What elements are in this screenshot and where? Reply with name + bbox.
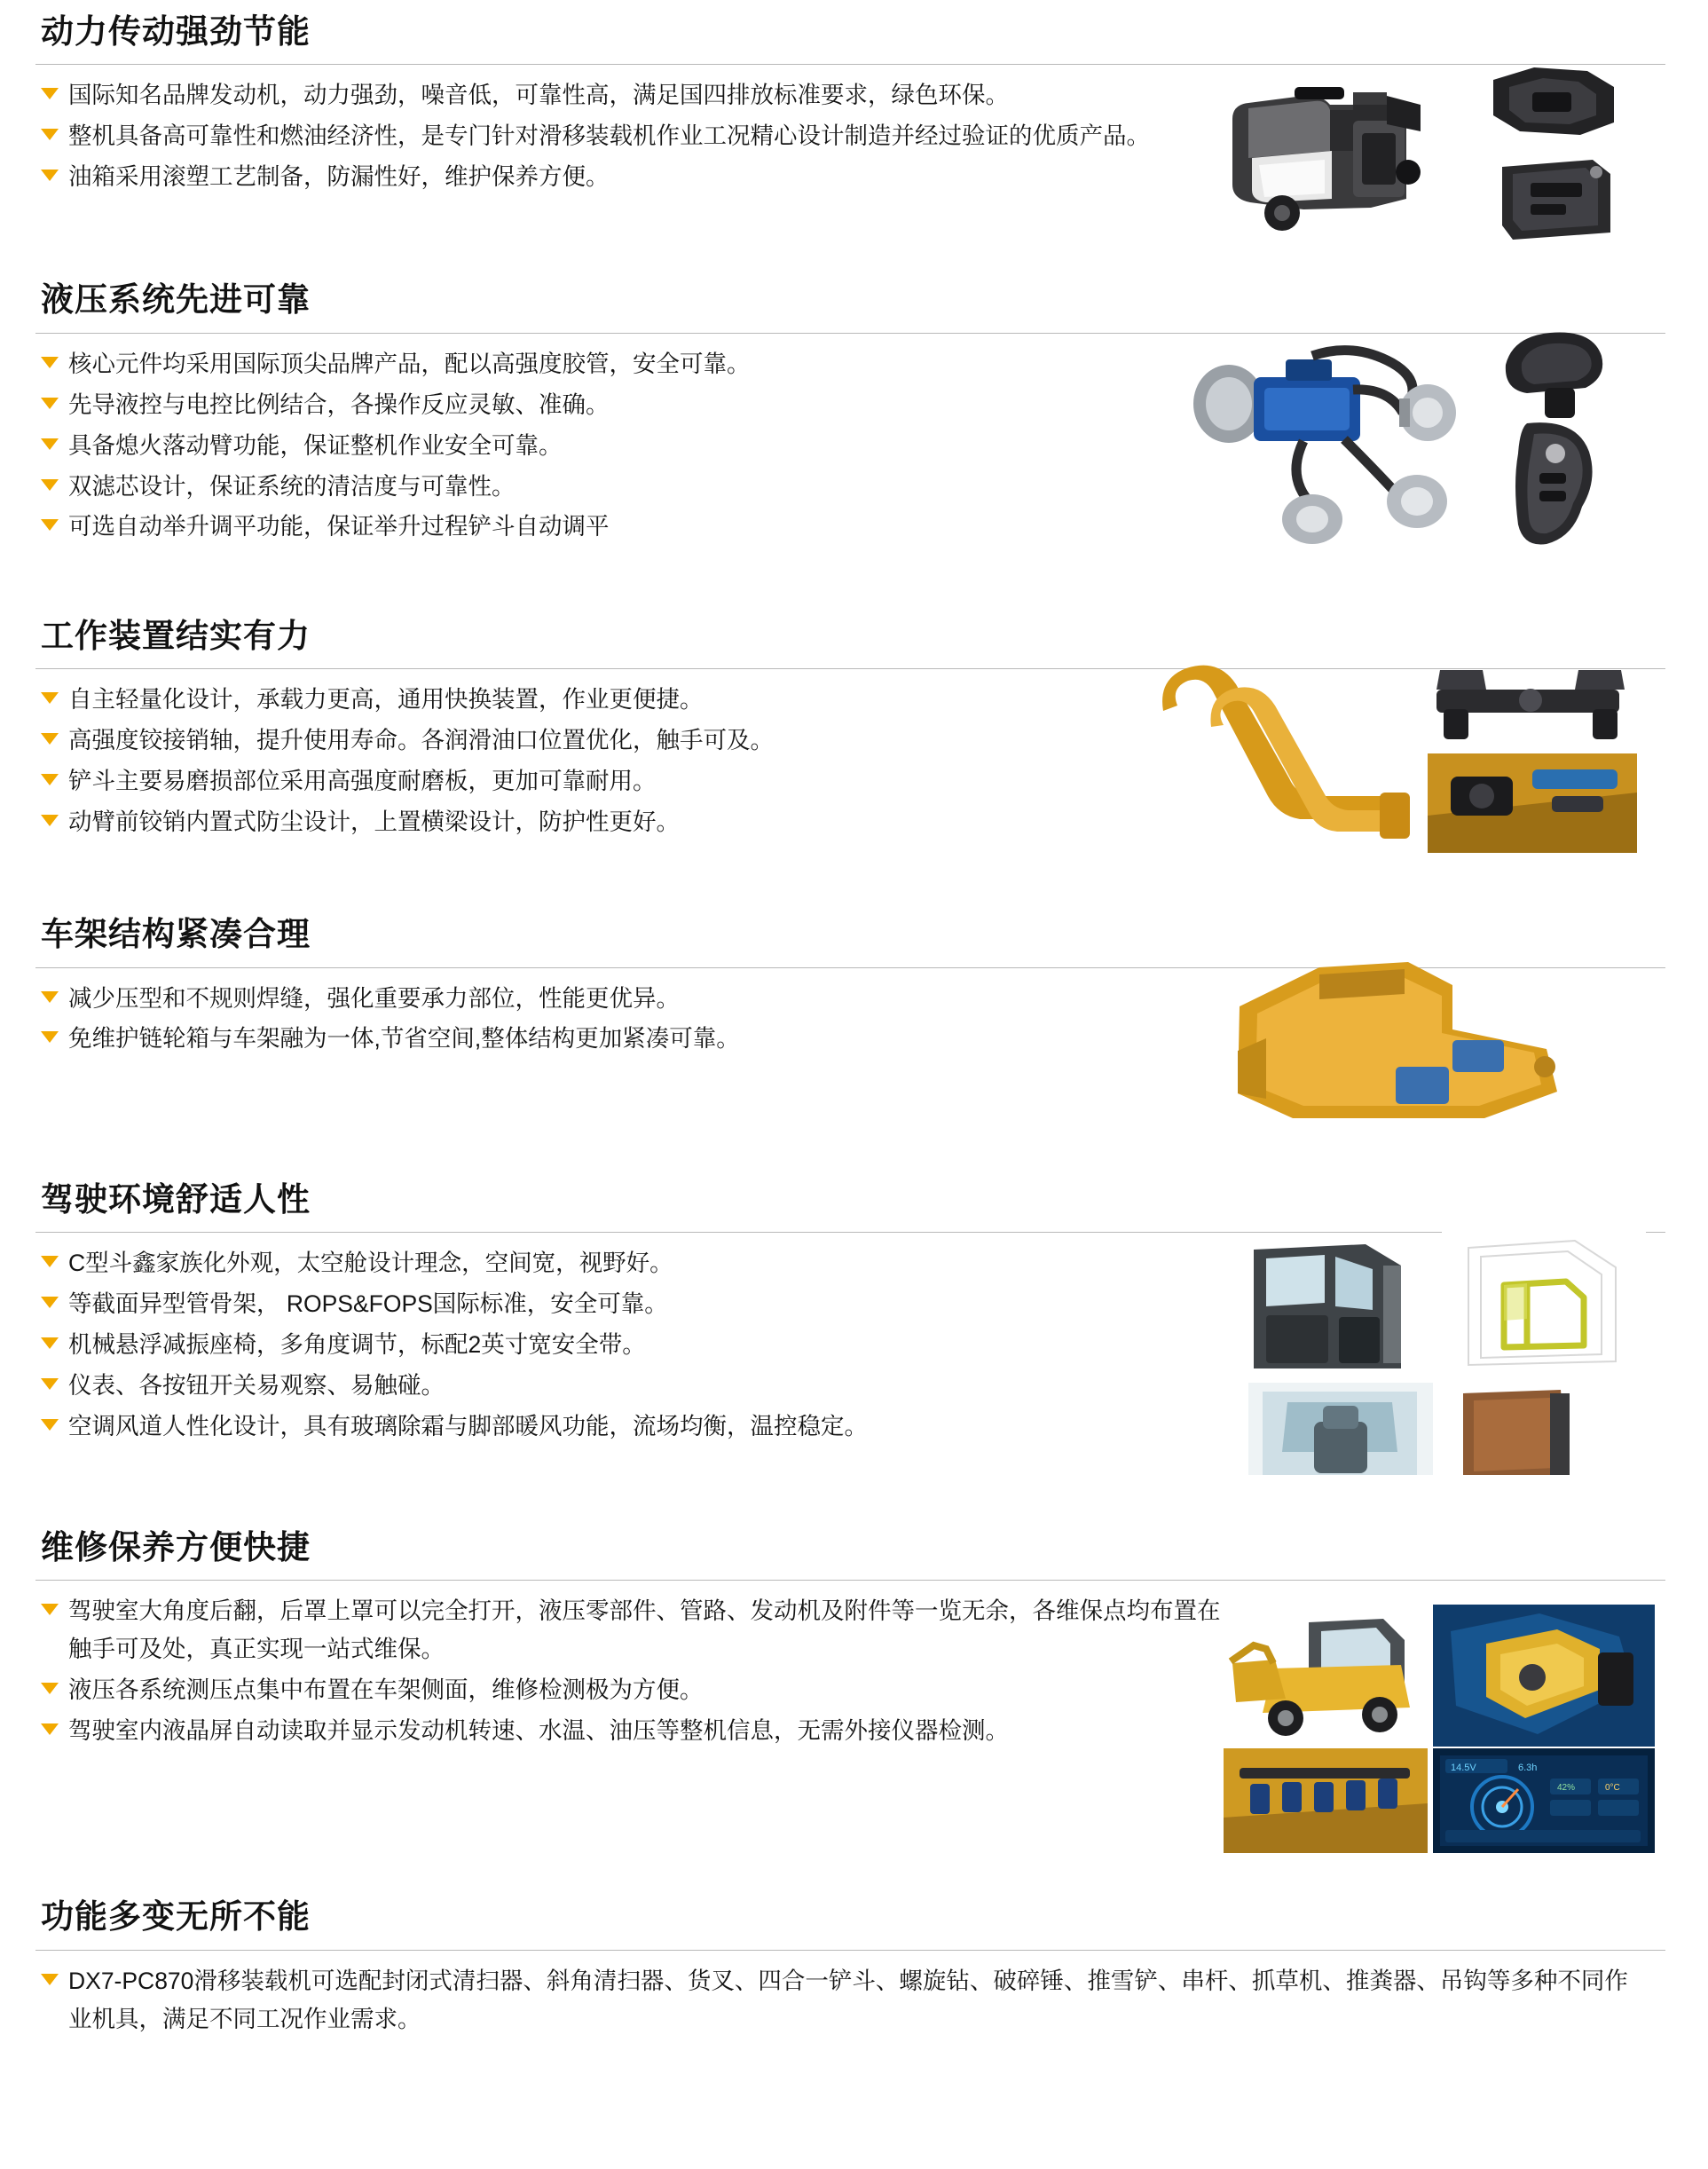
section-body-maintenance: [35, 1592, 1665, 1858]
test-port-photo: [1224, 1748, 1428, 1853]
triangle-down-icon: [41, 1604, 59, 1615]
engine-bay-render: [1433, 1605, 1655, 1747]
triangle-down-icon: [41, 692, 59, 704]
triangle-down-icon: [41, 170, 59, 181]
image-cluster-hydraulic: [1179, 319, 1658, 567]
svg-text:6.3h: 6.3h: [1518, 1763, 1538, 1774]
triangle-down-icon: [41, 1337, 59, 1349]
list-item: [35, 681, 1118, 719]
triangle-down-icon: [41, 1031, 59, 1043]
triangle-down-icon: [41, 1974, 59, 1985]
bullet-list-maintenance: [35, 1592, 1233, 1750]
bullet-text: DX7-PC870滑移装载机可选配封闭式清扫器、斜角清扫器、货叉、四合一铲斗、螺旋钻、破碎锤、推雪铲、串杆、抓草机、推粪器、吊钩等多种不同作业机具，满足不同工况作业需求。: [68, 1967, 1628, 2032]
triangle-down-icon: [41, 519, 59, 531]
list-item: [35, 1244, 1207, 1282]
triangle-down-icon: [41, 1378, 59, 1390]
image-cluster-cab: [1232, 1218, 1658, 1475]
section-cab: [35, 1180, 1665, 1493]
list-item: [35, 508, 1145, 546]
section-title-work-device: 工作装置结实有力: [41, 617, 311, 654]
cab-interior-photo: [1248, 1383, 1433, 1475]
joystick-photo: [1490, 319, 1623, 425]
bullet-list-cab: [35, 1244, 1207, 1446]
bullet-text: 先导液控与电控比例结合，各操作反应灵敏、准确。: [68, 390, 610, 418]
frame-render: [1186, 944, 1603, 1140]
bullet-text: 高强度铰接销轴，提升使用寿命。各润滑油口位置优化，触手可及。: [68, 727, 774, 754]
section-title-maintenance: 维修保养方便快捷: [41, 1528, 311, 1566]
triangle-down-icon: [41, 1256, 59, 1267]
list-item: [35, 1962, 1650, 2039]
image-cluster-power: [1197, 57, 1658, 243]
image-cluster-work-device: [1161, 654, 1658, 867]
section-body-function: [35, 1962, 1665, 2060]
rops-frame-render: [1442, 1232, 1646, 1374]
list-item: [35, 1285, 1207, 1323]
bullet-text: 仪表、各按钮开关易观察、易触碰。: [68, 1371, 445, 1399]
section-body-frame: [35, 980, 1665, 1140]
list-item: [35, 803, 1118, 841]
bullet-text: 可选自动举升调平功能，保证举升过程铲斗自动调平: [68, 513, 610, 540]
triangle-down-icon: [41, 357, 59, 368]
bullet-text: 机械悬浮减振座椅，多角度调节，标配2英寸宽安全带。: [68, 1330, 646, 1358]
hydraulic-pump-photo: [1179, 336, 1481, 549]
triangle-down-icon: [41, 1297, 59, 1308]
list-item: [35, 722, 1118, 760]
fuel-tank-photo: [1486, 153, 1628, 243]
list-item: [35, 117, 1189, 155]
bullet-text: 驾驶室大角度后翻，后罩上罩可以完全打开，液压零部件、管路、发动机及附件等一览无余，各维保点均布置在触手可及处，真正实现一站式维保。: [68, 1597, 1221, 1663]
list-item: [35, 1592, 1233, 1668]
pin-detail-photo: [1428, 753, 1637, 853]
cab-tilt-photo: [1224, 1610, 1428, 1743]
bullet-list-hydraulic: [35, 345, 1145, 547]
engine-part-photo: [1481, 60, 1632, 142]
image-cluster-maintenance: [1224, 1574, 1658, 1858]
section-power: [35, 12, 1665, 254]
bullet-text: 免维护链轮箱与车架融为一体,节省空间,整体结构更加紧凑可靠。: [68, 1025, 740, 1053]
list-item: [35, 1326, 1207, 1364]
bullet-text: 等截面异型管骨架， ROPS&FOPS国际标准，安全可靠。: [68, 1290, 668, 1317]
triangle-down-icon: [41, 1723, 59, 1735]
section-divider: [35, 1950, 1665, 1951]
list-item: [35, 1712, 1233, 1750]
list-item: [35, 158, 1189, 196]
control-handle-photo: [1492, 414, 1625, 552]
bullet-list-frame: [35, 980, 1118, 1059]
list-item: [35, 386, 1145, 424]
bullet-text: 铲斗主要易磨损部位采用高强度耐磨板，更加可靠耐用。: [68, 768, 657, 795]
section-body-cab: [35, 1244, 1665, 1493]
triangle-down-icon: [41, 1419, 59, 1431]
boom-arm-render: [1161, 663, 1428, 854]
bullet-list-work-device: [35, 681, 1118, 841]
bullet-text: 具备熄火落动臂功能，保证整机作业安全可靠。: [68, 431, 563, 459]
image-cluster-frame: [1186, 944, 1612, 1140]
triangle-down-icon: [41, 398, 59, 409]
section-body-power: [35, 76, 1665, 254]
section-title-frame: 车架结构紧凑合理: [41, 916, 311, 953]
section-hydraulic: [35, 280, 1665, 584]
section-work-device: [35, 617, 1665, 885]
bullet-text: 核心元件均采用国际顶尖品牌产品，配以高强度胶管，安全可靠。: [68, 350, 751, 377]
triangle-down-icon: [41, 1683, 59, 1694]
svg-text:42%: 42%: [1557, 1783, 1576, 1794]
quick-coupler-render: [1424, 654, 1637, 752]
list-item: [35, 1020, 1118, 1058]
section-title-function: 功能多变无所不能: [41, 1898, 311, 1936]
section-title-hydraulic: 液压系统先进可靠: [41, 281, 311, 319]
section-function: [35, 1897, 1665, 2059]
list-item: [35, 1671, 1233, 1709]
triangle-down-icon: [41, 438, 59, 450]
list-item: [35, 427, 1145, 465]
triangle-down-icon: [41, 129, 59, 140]
bullet-text: 减少压型和不规则焊缝，强化重要承力部位，性能更优异。: [68, 984, 680, 1012]
list-item: [35, 1408, 1207, 1446]
triangle-down-icon: [41, 774, 59, 785]
bullet-text: 空调风道人性化设计，具有玻璃除霜与脚部暖风功能，流场均衡，温控稳定。: [68, 1412, 868, 1439]
triangle-down-icon: [41, 733, 59, 745]
list-item: [35, 468, 1145, 506]
bullet-text: 动臂前铰销内置式防尘设计，上置横梁设计，防护性更好。: [68, 808, 680, 835]
section-maintenance: [35, 1528, 1665, 1858]
bullet-text: 油箱采用滚塑工艺制备，防漏性好，维护保养方便。: [68, 163, 610, 191]
bullet-list-power: [35, 76, 1189, 196]
list-item: [35, 980, 1118, 1018]
triangle-down-icon: [41, 991, 59, 1003]
bullet-text: 国际知名品牌发动机，动力强劲，噪音低，可靠性高，满足国四排放标准要求，绿色环保。: [68, 82, 1009, 109]
triangle-down-icon: [41, 815, 59, 826]
bullet-list-function: [35, 1962, 1650, 2039]
bullet-text: 双滤芯设计，保证系统的清洁度与可靠性。: [68, 472, 516, 500]
seat-photo: [1444, 1383, 1594, 1475]
cab-photo: [1232, 1239, 1436, 1376]
list-item: [35, 1367, 1207, 1405]
bullet-text: 液压各系统测压点集中布置在车架侧面，维修检测极为方便。: [68, 1676, 704, 1704]
svg-text:0°C: 0°C: [1605, 1783, 1620, 1794]
list-item: [35, 345, 1145, 383]
bullet-text: 整机具备高可靠性和燃油经济性，是专门针对滑移装载机作业工况精心设计制造并经过验证的优质产品。: [68, 122, 1150, 150]
list-item: [35, 762, 1118, 801]
engine-photo: [1197, 66, 1463, 234]
section-title-power: 动力传动强劲节能: [41, 13, 311, 50]
triangle-down-icon: [41, 479, 59, 491]
svg-text:14.5V: 14.5V: [1451, 1763, 1476, 1774]
list-item: [35, 76, 1189, 114]
section-title-cab: 驾驶环境舒适人性: [41, 1180, 311, 1218]
triangle-down-icon: [41, 88, 59, 99]
lcd-display-photo: [1433, 1748, 1655, 1853]
section-body-work-device: [35, 681, 1665, 885]
bullet-text: 自主轻量化设计，承载力更高，通用快换装置，作业更便捷。: [68, 686, 704, 714]
bullet-text: C型斗鑫家族化外观，太空舱设计理念，空间宽，视野好。: [68, 1249, 673, 1276]
section-frame: [35, 915, 1665, 1139]
bullet-text: 驾驶室内液晶屏自动读取并显示发动机转速、水温、油压等整机信息，无需外接仪器检测。: [68, 1717, 1009, 1745]
section-body-hydraulic: [35, 345, 1665, 585]
